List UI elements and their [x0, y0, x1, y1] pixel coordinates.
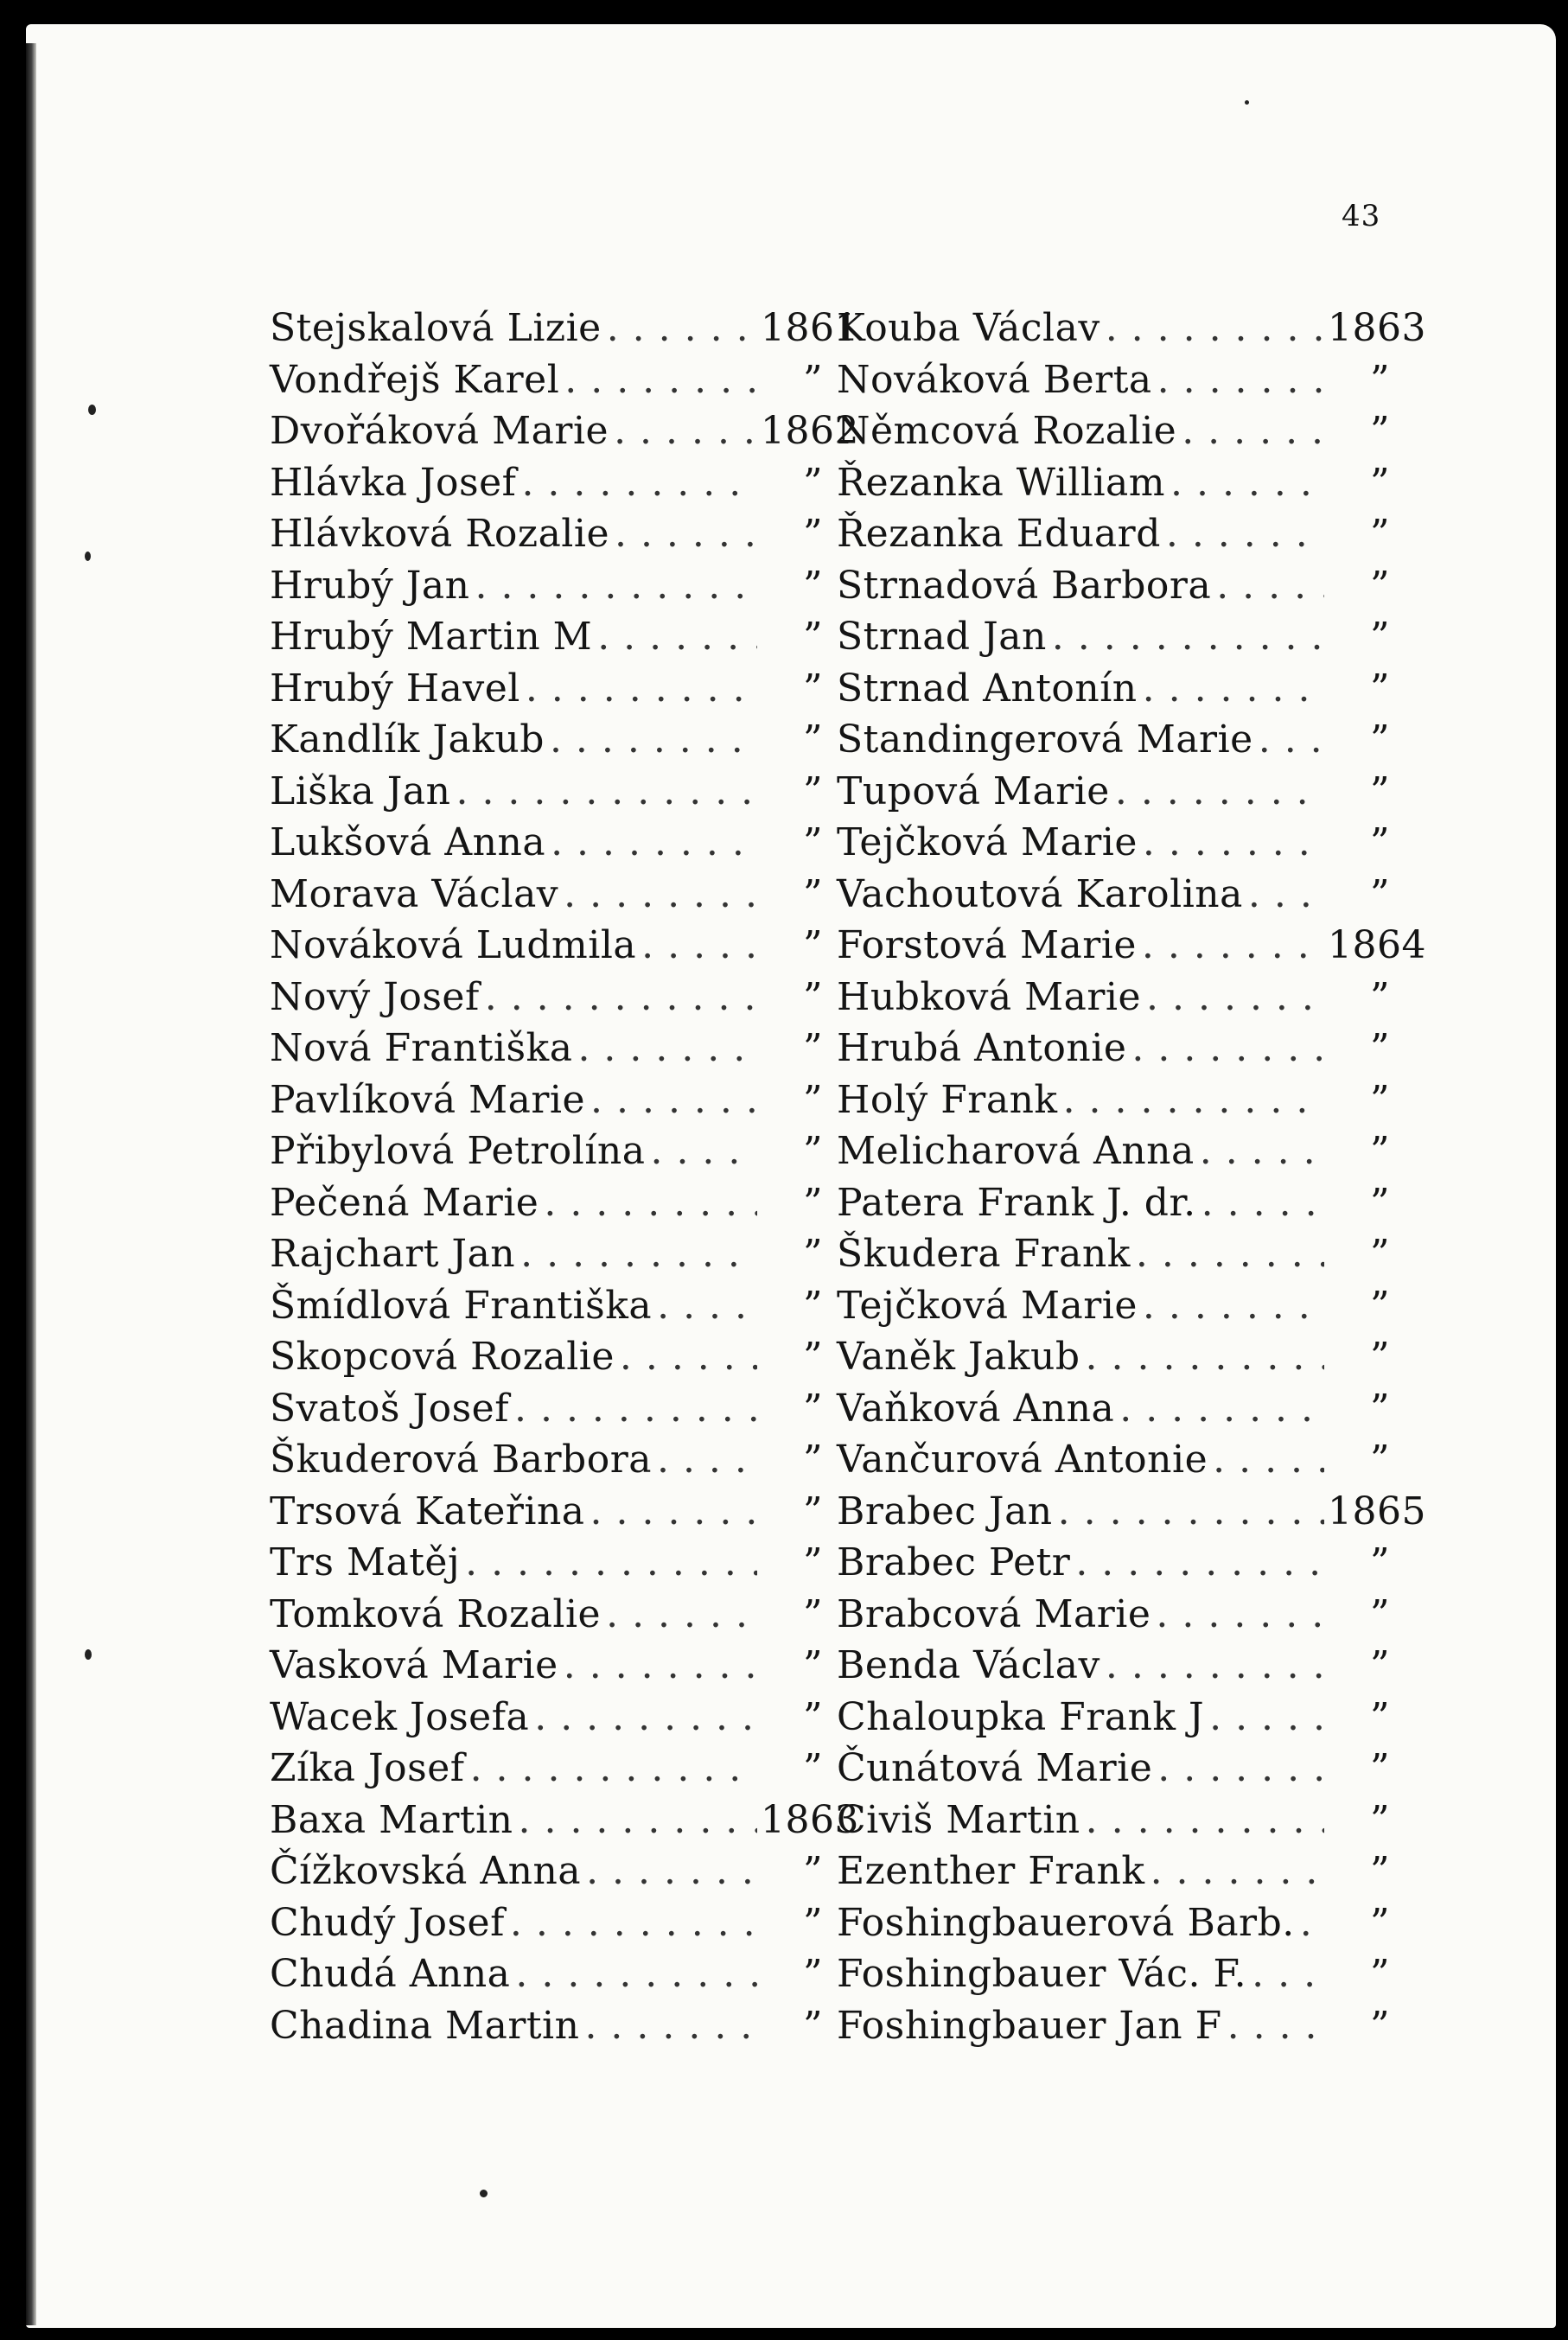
entry-year: ”: [803, 1900, 823, 1945]
list-item: [837, 1692, 1390, 1744]
list-item: [270, 354, 823, 406]
list-item: [837, 920, 1426, 972]
dot-leader: [1248, 869, 1324, 921]
list-item: [270, 1743, 823, 1795]
entry-year: ”: [1370, 768, 1390, 813]
list-item: [837, 1023, 1390, 1074]
entry-year: ”: [803, 615, 823, 659]
entry-name: Strnad Jan: [837, 615, 1047, 659]
list-item: [270, 405, 859, 457]
list-item: [837, 1280, 1390, 1332]
dot-leader: [1086, 1795, 1324, 1846]
dot-leader: [1143, 1280, 1324, 1332]
entry-year: ”: [1370, 717, 1390, 762]
entry-name: Patera Frank J. dr.: [837, 1180, 1196, 1225]
entry-name: Ezenther Frank: [837, 1849, 1145, 1893]
entry-name: Hlávka Josef: [270, 460, 517, 505]
entry-name: Hubková Marie: [837, 974, 1142, 1019]
dot-leader: [1200, 1125, 1324, 1177]
entry-name: Vachoutová Karolina: [837, 871, 1243, 916]
list-item: [837, 663, 1390, 715]
dot-leader: [485, 972, 757, 1023]
list-item: [837, 405, 1390, 457]
entry-name: Nováková Ludmila: [270, 923, 637, 967]
entry-name: Forstová Marie: [837, 923, 1137, 967]
entry-year: ”: [803, 1591, 823, 1636]
entry-name: Hrubý Martin M: [270, 615, 593, 659]
entry-name: Vaňková Anna: [837, 1386, 1115, 1431]
entry-name: Melicharová Anna: [837, 1129, 1195, 1173]
list-item: [837, 508, 1390, 560]
entry-year: ”: [803, 357, 823, 402]
entry-year: ”: [1370, 615, 1390, 659]
entry-name: Hlávková Rozalie: [270, 512, 609, 556]
entry-name: Foshingbauerová Barb.: [837, 1900, 1295, 1945]
entry-name: Skopcová Rozalie: [270, 1335, 615, 1379]
entry-name: Řezanka Eduard: [837, 512, 1161, 556]
entry-name: Nováková Berta: [837, 357, 1152, 402]
dot-leader: [1227, 2000, 1324, 2052]
list-item: [837, 1948, 1390, 2000]
entry-name: Vondřejš Karel: [270, 357, 560, 402]
entry-year: ”: [1370, 1900, 1390, 1945]
entry-year: ”: [1370, 1026, 1390, 1070]
entry-name: Přibylová Petrolína: [270, 1129, 646, 1173]
list-item: [837, 560, 1390, 612]
dot-leader: [521, 457, 757, 509]
dot-leader: [607, 303, 757, 354]
dot-leader: [515, 1948, 757, 2000]
entry-year: ”: [1370, 1746, 1390, 1790]
list-item: [837, 457, 1390, 509]
dot-leader: [1213, 1434, 1324, 1486]
entry-name: Foshingbauer Vác. F.: [837, 1952, 1247, 1996]
entry-year: ”: [803, 460, 823, 505]
list-item: [270, 663, 823, 715]
dot-leader: [1157, 1743, 1324, 1795]
entry-year: ”: [803, 1026, 823, 1070]
entry-name: Foshingbauer Jan F: [837, 2003, 1222, 2048]
dot-leader: [1063, 1074, 1324, 1126]
entry-year: ”: [803, 1489, 823, 1533]
dot-leader: [1216, 560, 1324, 612]
entry-year: ”: [803, 1694, 823, 1739]
dot-leader: [1075, 1537, 1324, 1589]
list-item: [837, 2000, 1390, 2052]
dot-leader: [475, 560, 757, 612]
list-item: [837, 714, 1390, 766]
dot-leader: [1156, 1589, 1324, 1641]
dot-leader: [1086, 1331, 1324, 1383]
list-item: [837, 1125, 1390, 1177]
entry-year: ”: [1370, 1797, 1390, 1842]
entry-name: Čunátová Marie: [837, 1746, 1153, 1790]
list-item: [270, 972, 823, 1023]
entry-year: ”: [1370, 1952, 1390, 1996]
entry-name: Škuderová Barbora: [270, 1438, 652, 1482]
entry-year: ”: [803, 1283, 823, 1328]
entry-year: ”: [803, 512, 823, 556]
print-speck: [88, 405, 96, 415]
list-item: [270, 303, 859, 354]
dot-leader: [1131, 1023, 1324, 1074]
dot-leader: [1146, 972, 1324, 1023]
entry-name: Hrubá Antonie: [837, 1026, 1127, 1070]
entry-name: Vaněk Jakub: [837, 1335, 1080, 1379]
list-item: [837, 1589, 1390, 1641]
entry-name: Holý Frank: [837, 1077, 1058, 1122]
list-item: [270, 1177, 823, 1229]
entry-name: Civiš Martin: [837, 1797, 1080, 1842]
dot-leader: [526, 663, 757, 715]
list-item: [837, 354, 1390, 406]
entry-year: ”: [1370, 1643, 1390, 1687]
list-item: [837, 972, 1390, 1023]
entry-name: Strnadová Barbora: [837, 563, 1212, 608]
entry-name: Hrubý Havel: [270, 666, 520, 711]
dot-leader: [1143, 817, 1324, 869]
dot-leader: [564, 869, 757, 921]
entry-name: Čížkovská Anna: [270, 1849, 582, 1893]
list-item: [837, 1074, 1390, 1126]
list-item: [837, 1486, 1426, 1538]
entry-year: ”: [1370, 1438, 1390, 1482]
dot-leader: [520, 1228, 757, 1280]
list-item: [837, 611, 1390, 663]
entry-year: ”: [1370, 2003, 1390, 2048]
book-page: [26, 24, 1556, 2328]
entry-name: Dvořáková Marie: [270, 409, 609, 453]
print-speck: [1245, 100, 1249, 105]
entry-year: ”: [803, 1746, 823, 1790]
dot-leader: [550, 714, 757, 766]
dot-leader: [1166, 508, 1324, 560]
list-item: [837, 1228, 1390, 1280]
entry-year: ”: [1370, 1077, 1390, 1122]
entry-name: Řezanka William: [837, 460, 1165, 505]
dot-leader: [1058, 1486, 1324, 1538]
dot-leader: [1300, 1897, 1324, 1949]
list-item: [270, 1537, 823, 1589]
entry-name: Nový Josef: [270, 974, 480, 1019]
dot-leader: [1252, 1948, 1324, 2000]
entry-name: Trs Matěj: [270, 1540, 461, 1584]
list-item: [270, 560, 823, 612]
dot-leader: [577, 1023, 757, 1074]
entry-name: Brabec Jan: [837, 1489, 1053, 1533]
entry-year: ”: [1370, 871, 1390, 916]
entry-name: Lukšová Anna: [270, 820, 546, 864]
list-item: [270, 766, 823, 818]
name-list-left-column: [270, 303, 859, 2051]
list-item: [837, 869, 1390, 921]
list-item: [270, 1331, 823, 1383]
dot-leader: [564, 1640, 757, 1692]
list-item: [270, 1897, 823, 1949]
list-item: [270, 714, 823, 766]
entry-year: ”: [803, 1180, 823, 1225]
list-item: [837, 1897, 1390, 1949]
list-item: [270, 1486, 823, 1538]
dot-leader: [510, 1897, 757, 1949]
entry-year: ”: [1370, 666, 1390, 711]
dot-leader: [519, 1795, 757, 1846]
dot-leader: [650, 1125, 757, 1177]
entry-year: ”: [1370, 357, 1390, 402]
list-item: [270, 1280, 823, 1332]
entry-name: Hrubý Jan: [270, 563, 470, 608]
dot-leader: [551, 817, 757, 869]
entry-name: Benda Václav: [837, 1643, 1100, 1687]
print-speck: [85, 1649, 92, 1660]
list-item: [270, 1434, 823, 1486]
list-item: [837, 1383, 1390, 1435]
list-item: [837, 1177, 1390, 1229]
dot-leader: [465, 1537, 757, 1589]
entry-name: Trsová Kateřina: [270, 1489, 585, 1533]
entry-year: ”: [1370, 1694, 1390, 1739]
dot-leader: [590, 1486, 757, 1538]
list-item: [837, 1640, 1390, 1692]
entry-name: Morava Václav: [270, 871, 559, 916]
entry-year: 1864: [1328, 923, 1426, 967]
list-item: [837, 1743, 1390, 1795]
list-item: [270, 1948, 823, 2000]
dot-leader: [606, 1589, 757, 1641]
list-item: [270, 457, 823, 509]
list-item: [837, 1331, 1390, 1383]
list-item: [270, 2000, 823, 2052]
dot-leader: [1170, 457, 1324, 509]
dot-leader: [1151, 1846, 1324, 1897]
entry-year: ”: [803, 1643, 823, 1687]
entry-year: ”: [803, 666, 823, 711]
dot-leader: [456, 766, 757, 818]
dot-leader: [586, 1846, 757, 1897]
list-item: [270, 508, 823, 560]
entry-year: ”: [1370, 1232, 1390, 1276]
dot-leader: [1142, 920, 1324, 972]
entry-year: 1863: [1328, 306, 1426, 350]
entry-name: Stejskalová Lizie: [270, 306, 602, 350]
entry-year: ”: [1370, 1849, 1390, 1893]
entry-year: ”: [1370, 1335, 1390, 1379]
entry-year: ”: [803, 563, 823, 608]
dot-leader: [1136, 1228, 1324, 1280]
entry-name: Němcová Rozalie: [837, 409, 1177, 453]
entry-year: ”: [1370, 974, 1390, 1019]
list-item: [270, 869, 823, 921]
list-item: [270, 1125, 823, 1177]
entry-year: ”: [803, 1438, 823, 1482]
entry-name: Pavlíková Marie: [270, 1077, 586, 1122]
entry-year: ”: [1370, 512, 1390, 556]
dot-leader: [1106, 303, 1324, 354]
list-item: [270, 1640, 823, 1692]
entry-name: Brabcová Marie: [837, 1591, 1151, 1636]
entry-year: 1863: [761, 1797, 859, 1842]
list-item: [270, 1692, 823, 1744]
dot-leader: [514, 1383, 757, 1435]
entry-year: ”: [803, 1232, 823, 1276]
dot-leader: [1106, 1640, 1324, 1692]
entry-year: ”: [1370, 820, 1390, 864]
dot-leader: [614, 405, 757, 457]
entry-year: ”: [1370, 460, 1390, 505]
dot-leader: [1201, 1177, 1324, 1229]
dot-leader: [1143, 663, 1324, 715]
dot-leader: [534, 1692, 757, 1744]
list-item: [270, 817, 823, 869]
entry-year: ”: [1370, 1386, 1390, 1431]
entry-name: Kandlík Jakub: [270, 717, 545, 762]
dot-leader: [1115, 766, 1324, 818]
dot-leader: [564, 354, 757, 406]
entry-year: 1861: [761, 306, 859, 350]
list-item: [270, 1589, 823, 1641]
list-item: [270, 920, 823, 972]
entry-year: ”: [803, 974, 823, 1019]
dot-leader: [544, 1177, 757, 1229]
entry-name: Chudý Josef: [270, 1900, 505, 1945]
list-item: [270, 1228, 823, 1280]
entry-year: ”: [1370, 563, 1390, 608]
entry-year: ”: [1370, 1283, 1390, 1328]
entry-year: ”: [803, 717, 823, 762]
entry-name: Šmídlová Františka: [270, 1283, 653, 1328]
entry-year: ”: [803, 1952, 823, 1996]
dot-leader: [620, 1331, 757, 1383]
entry-year: 1862: [761, 409, 859, 453]
entry-year: ”: [1370, 1540, 1390, 1584]
entry-year: ”: [1370, 409, 1390, 453]
dot-leader: [1119, 1383, 1324, 1435]
list-item: [270, 611, 823, 663]
dot-leader: [584, 2000, 757, 2052]
list-item: [270, 1795, 859, 1846]
entry-year: ”: [803, 871, 823, 916]
dot-leader: [1052, 611, 1324, 663]
dot-leader: [615, 508, 757, 560]
dot-leader: [1259, 714, 1324, 766]
entry-year: ”: [803, 923, 823, 967]
dot-leader: [1182, 405, 1324, 457]
list-item: [837, 1795, 1390, 1846]
entry-year: ”: [1370, 1180, 1390, 1225]
entry-name: Wacek Josefa: [270, 1694, 530, 1739]
page-number: 43: [1342, 199, 1381, 233]
entry-year: ”: [803, 1849, 823, 1893]
entry-year: 1865: [1328, 1489, 1426, 1533]
list-item: [837, 766, 1390, 818]
entry-name: Chudá Anna: [270, 1952, 511, 1996]
print-speck: [480, 2190, 488, 2197]
list-item: [837, 303, 1426, 354]
entry-name: Standingerová Marie: [837, 717, 1253, 762]
dot-leader: [1209, 1692, 1324, 1744]
entry-name: Pečená Marie: [270, 1180, 539, 1225]
entry-name: Brabec Petr: [837, 1540, 1071, 1584]
binding-edge: [26, 43, 36, 2325]
dot-leader: [590, 1074, 757, 1126]
entry-year: ”: [803, 1335, 823, 1379]
dot-leader: [641, 920, 757, 972]
dot-leader: [470, 1743, 757, 1795]
list-item: [270, 1383, 823, 1435]
entry-year: ”: [803, 1386, 823, 1431]
entry-year: ”: [803, 820, 823, 864]
print-speck: [85, 552, 91, 561]
entry-name: Tejčková Marie: [837, 820, 1138, 864]
list-item: [270, 1074, 823, 1126]
entry-name: Tejčková Marie: [837, 1283, 1138, 1328]
entry-name: Tomková Rozalie: [270, 1591, 602, 1636]
entry-name: Baxa Martin: [270, 1797, 513, 1842]
entry-name: Chaloupka Frank J: [837, 1694, 1205, 1739]
entry-year: ”: [803, 1129, 823, 1173]
entry-name: Strnad Antonín: [837, 666, 1138, 711]
entry-year: ”: [803, 2003, 823, 2048]
list-item: [270, 1023, 823, 1074]
entry-year: ”: [803, 768, 823, 813]
entry-name: Kouba Václav: [837, 306, 1100, 350]
entry-name: Rajchart Jan: [270, 1232, 516, 1276]
list-item: [837, 817, 1390, 869]
entry-name: Zíka Josef: [270, 1746, 465, 1790]
entry-name: Škudera Frank: [837, 1232, 1131, 1276]
name-list-right-column: [837, 303, 1426, 2051]
entry-name: Nová Františka: [270, 1026, 573, 1070]
dot-leader: [657, 1280, 757, 1332]
entry-year: ”: [1370, 1129, 1390, 1173]
list-item: [270, 1846, 823, 1897]
entry-name: Liška Jan: [270, 768, 451, 813]
entry-name: Tupová Marie: [837, 768, 1110, 813]
list-item: [837, 1537, 1390, 1589]
entry-name: Vančurová Antonie: [837, 1438, 1208, 1482]
entry-name: Vasková Marie: [270, 1643, 558, 1687]
entry-name: Svatoš Josef: [270, 1386, 510, 1431]
entry-year: ”: [1370, 1591, 1390, 1636]
list-item: [837, 1846, 1390, 1897]
dot-leader: [1157, 354, 1324, 406]
entry-year: ”: [803, 1077, 823, 1122]
list-item: [837, 1434, 1390, 1486]
dot-leader: [597, 611, 757, 663]
entry-name: Chadina Martin: [270, 2003, 580, 2048]
entry-year: ”: [803, 1540, 823, 1584]
dot-leader: [657, 1434, 757, 1486]
